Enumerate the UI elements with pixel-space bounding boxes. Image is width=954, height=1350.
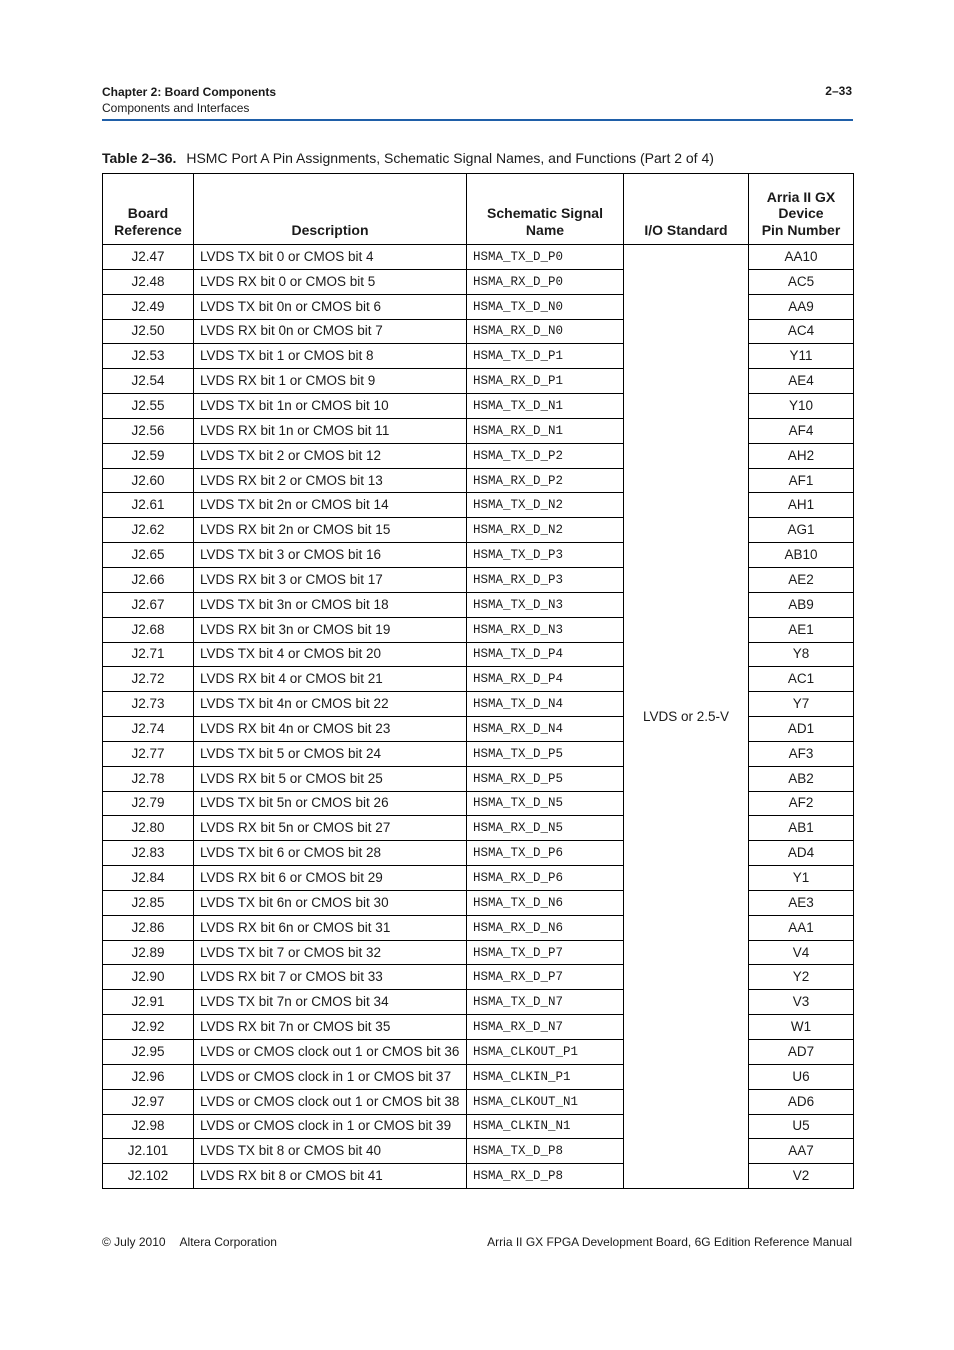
description-cell: LVDS or CMOS clock in 1 or CMOS bit 37 [194,1064,467,1089]
board-reference-cell: J2.79 [103,791,194,816]
board-reference-cell: J2.67 [103,592,194,617]
board-reference-cell: J2.96 [103,1064,194,1089]
pin-number-cell: U6 [749,1064,854,1089]
running-header [102,84,276,116]
board-reference-cell: J2.85 [103,890,194,915]
pin-number-cell: AH2 [749,443,854,468]
board-reference-cell: J2.65 [103,543,194,568]
description-cell: LVDS TX bit 1 or CMOS bit 8 [194,344,467,369]
signal-name-cell: HSMA_TX_D_P1 [467,344,624,369]
pin-number-cell: AE1 [749,617,854,642]
signal-name-cell: HSMA_RX_D_N6 [467,915,624,940]
column-header-description: Description [194,174,467,245]
pin-assignment-table [102,173,854,1189]
pin-number-cell: V3 [749,990,854,1015]
board-reference-cell: J2.77 [103,741,194,766]
description-cell: LVDS RX bit 6 or CMOS bit 29 [194,866,467,891]
description-cell: LVDS TX bit 1n or CMOS bit 10 [194,394,467,419]
signal-name-cell: HSMA_RX_D_P7 [467,965,624,990]
description-cell: LVDS RX bit 7 or CMOS bit 33 [194,965,467,990]
description-cell: LVDS RX bit 7n or CMOS bit 35 [194,1015,467,1040]
description-cell: LVDS RX bit 4n or CMOS bit 23 [194,717,467,742]
pin-number-cell: AE3 [749,890,854,915]
signal-name-cell: HSMA_RX_D_N0 [467,319,624,344]
pin-number-cell: AC5 [749,269,854,294]
pin-number-cell: AF4 [749,418,854,443]
description-cell: LVDS or CMOS clock in 1 or CMOS bit 39 [194,1114,467,1139]
io-standard-cell: LVDS or 2.5-V [624,245,749,1189]
board-reference-cell: J2.50 [103,319,194,344]
description-cell: LVDS TX bit 2n or CMOS bit 14 [194,493,467,518]
board-reference-cell: J2.60 [103,468,194,493]
pin-number-cell: U5 [749,1114,854,1139]
description-cell: LVDS TX bit 4 or CMOS bit 20 [194,642,467,667]
board-reference-cell: J2.95 [103,1040,194,1065]
signal-name-cell: HSMA_TX_D_N0 [467,294,624,319]
description-cell: LVDS TX bit 5 or CMOS bit 24 [194,741,467,766]
pin-number-cell: AC4 [749,319,854,344]
signal-name-cell: HSMA_CLKOUT_P1 [467,1040,624,1065]
table-header-row [103,174,854,245]
signal-name-cell: HSMA_RX_D_N4 [467,717,624,742]
pin-number-cell: AA1 [749,915,854,940]
signal-name-cell: HSMA_RX_D_P4 [467,667,624,692]
signal-name-cell: HSMA_RX_D_P8 [467,1164,624,1189]
signal-name-cell: HSMA_TX_D_P4 [467,642,624,667]
table-caption [102,150,714,166]
description-cell: LVDS TX bit 0n or CMOS bit 6 [194,294,467,319]
board-reference-cell: J2.90 [103,965,194,990]
pin-number-cell: AA7 [749,1139,854,1164]
description-cell: LVDS TX bit 3n or CMOS bit 18 [194,592,467,617]
description-cell: LVDS TX bit 2 or CMOS bit 12 [194,443,467,468]
pin-number-cell: AE4 [749,369,854,394]
signal-name-cell: HSMA_TX_D_N4 [467,692,624,717]
page-number: 2–33 [825,84,852,98]
description-cell: LVDS RX bit 0 or CMOS bit 5 [194,269,467,294]
description-cell: LVDS RX bit 1n or CMOS bit 11 [194,418,467,443]
description-cell: LVDS RX bit 6n or CMOS bit 31 [194,915,467,940]
description-cell: LVDS TX bit 6n or CMOS bit 30 [194,890,467,915]
board-reference-cell: J2.48 [103,269,194,294]
column-header-board-reference: Board Reference [103,174,194,245]
description-cell: LVDS RX bit 0n or CMOS bit 7 [194,319,467,344]
board-reference-cell: J2.83 [103,841,194,866]
board-reference-cell: J2.78 [103,766,194,791]
board-reference-cell: J2.54 [103,369,194,394]
pin-number-cell: Y1 [749,866,854,891]
board-reference-cell: J2.80 [103,816,194,841]
pin-number-cell: AF3 [749,741,854,766]
table-caption-text: HSMC Port A Pin Assignments, Schematic Signal Names, and Functions (Part 2 of 4) [186,150,714,166]
signal-name-cell: HSMA_RX_D_N3 [467,617,624,642]
description-cell: LVDS TX bit 5n or CMOS bit 26 [194,791,467,816]
description-cell: LVDS RX bit 4 or CMOS bit 21 [194,667,467,692]
board-reference-cell: J2.102 [103,1164,194,1189]
description-cell: LVDS TX bit 4n or CMOS bit 22 [194,692,467,717]
table-body [103,245,854,1189]
description-cell: LVDS RX bit 3 or CMOS bit 17 [194,567,467,592]
signal-name-cell: HSMA_RX_D_N1 [467,418,624,443]
board-reference-cell: J2.55 [103,394,194,419]
signal-name-cell: HSMA_RX_D_P3 [467,567,624,592]
description-cell: LVDS RX bit 3n or CMOS bit 19 [194,617,467,642]
board-reference-cell: J2.66 [103,567,194,592]
signal-name-cell: HSMA_RX_D_P0 [467,269,624,294]
signal-name-cell: HSMA_TX_D_N3 [467,592,624,617]
footer-company: Altera Corporation [179,1235,277,1249]
column-header-io-standard: I/O Standard [624,174,749,245]
pin-number-cell: Y8 [749,642,854,667]
description-cell: LVDS TX bit 0 or CMOS bit 4 [194,245,467,270]
board-reference-cell: J2.47 [103,245,194,270]
signal-name-cell: HSMA_TX_D_P0 [467,245,624,270]
table-caption-label: Table 2–36. [102,150,177,166]
board-reference-cell: J2.56 [103,418,194,443]
signal-name-cell: HSMA_CLKIN_N1 [467,1114,624,1139]
footer-date: © July 2010 [102,1235,166,1249]
board-reference-cell: J2.101 [103,1139,194,1164]
signal-name-cell: HSMA_TX_D_P6 [467,841,624,866]
board-reference-cell: J2.53 [103,344,194,369]
header-rule [102,119,853,121]
pin-number-cell: AH1 [749,493,854,518]
signal-name-cell: HSMA_RX_D_P2 [467,468,624,493]
pin-number-cell: AB9 [749,592,854,617]
description-cell: LVDS or CMOS clock out 1 or CMOS bit 38 [194,1089,467,1114]
board-reference-cell: J2.86 [103,915,194,940]
signal-name-cell: HSMA_RX_D_P1 [467,369,624,394]
table-row [103,245,854,270]
signal-name-cell: HSMA_TX_D_N1 [467,394,624,419]
pin-number-cell: AC1 [749,667,854,692]
pin-number-cell: AG1 [749,518,854,543]
pin-number-cell: AE2 [749,567,854,592]
column-header-signal-name: Schematic Signal Name [467,174,624,245]
pin-number-cell: AD1 [749,717,854,742]
signal-name-cell: HSMA_RX_D_N7 [467,1015,624,1040]
pin-number-cell: AD7 [749,1040,854,1065]
pin-number-cell: Y7 [749,692,854,717]
footer-manual-title: Arria II GX FPGA Development Board, 6G Edition Reference Manual [487,1235,852,1249]
signal-name-cell: HSMA_TX_D_N6 [467,890,624,915]
board-reference-cell: J2.49 [103,294,194,319]
pin-number-cell: AB2 [749,766,854,791]
board-reference-cell: J2.71 [103,642,194,667]
signal-name-cell: HSMA_TX_D_N5 [467,791,624,816]
pin-number-cell: Y10 [749,394,854,419]
board-reference-cell: J2.92 [103,1015,194,1040]
description-cell: LVDS RX bit 5n or CMOS bit 27 [194,816,467,841]
board-reference-cell: J2.61 [103,493,194,518]
board-reference-cell: J2.97 [103,1089,194,1114]
pin-number-cell: AF2 [749,791,854,816]
pin-number-cell: AA10 [749,245,854,270]
column-header-pin-number: Arria II GX Device Pin Number [749,174,854,245]
pin-number-cell: Y2 [749,965,854,990]
signal-name-cell: HSMA_TX_D_P8 [467,1139,624,1164]
description-cell: LVDS RX bit 1 or CMOS bit 9 [194,369,467,394]
signal-name-cell: HSMA_CLKIN_P1 [467,1064,624,1089]
signal-name-cell: HSMA_RX_D_N5 [467,816,624,841]
signal-name-cell: HSMA_TX_D_N2 [467,493,624,518]
signal-name-cell: HSMA_RX_D_N2 [467,518,624,543]
description-cell: LVDS or CMOS clock out 1 or CMOS bit 36 [194,1040,467,1065]
pin-number-cell: AB1 [749,816,854,841]
board-reference-cell: J2.68 [103,617,194,642]
board-reference-cell: J2.89 [103,940,194,965]
description-cell: LVDS TX bit 7n or CMOS bit 34 [194,990,467,1015]
description-cell: LVDS RX bit 2n or CMOS bit 15 [194,518,467,543]
board-reference-cell: J2.84 [103,866,194,891]
footer-copyright [102,1235,277,1249]
description-cell: LVDS RX bit 2 or CMOS bit 13 [194,468,467,493]
pin-number-cell: AA9 [749,294,854,319]
board-reference-cell: J2.73 [103,692,194,717]
description-cell: LVDS TX bit 6 or CMOS bit 28 [194,841,467,866]
section-title: Components and Interfaces [102,101,250,115]
signal-name-cell: HSMA_TX_D_P5 [467,741,624,766]
pin-number-cell: V2 [749,1164,854,1189]
board-reference-cell: J2.72 [103,667,194,692]
signal-name-cell: HSMA_TX_D_P3 [467,543,624,568]
pin-number-cell: V4 [749,940,854,965]
pin-number-cell: AF1 [749,468,854,493]
chapter-title: Chapter 2: Board Components [102,85,277,99]
description-cell: LVDS RX bit 8 or CMOS bit 41 [194,1164,467,1189]
signal-name-cell: HSMA_TX_D_P2 [467,443,624,468]
pin-number-cell: Y11 [749,344,854,369]
board-reference-cell: J2.98 [103,1114,194,1139]
board-reference-cell: J2.62 [103,518,194,543]
description-cell: LVDS TX bit 3 or CMOS bit 16 [194,543,467,568]
signal-name-cell: HSMA_TX_D_N7 [467,990,624,1015]
board-reference-cell: J2.74 [103,717,194,742]
signal-name-cell: HSMA_CLKOUT_N1 [467,1089,624,1114]
description-cell: LVDS RX bit 5 or CMOS bit 25 [194,766,467,791]
description-cell: LVDS TX bit 7 or CMOS bit 32 [194,940,467,965]
pin-number-cell: AD4 [749,841,854,866]
pin-number-cell: W1 [749,1015,854,1040]
board-reference-cell: J2.91 [103,990,194,1015]
board-reference-cell: J2.59 [103,443,194,468]
pin-number-cell: AB10 [749,543,854,568]
signal-name-cell: HSMA_RX_D_P6 [467,866,624,891]
signal-name-cell: HSMA_RX_D_P5 [467,766,624,791]
pin-number-cell: AD6 [749,1089,854,1114]
signal-name-cell: HSMA_TX_D_P7 [467,940,624,965]
description-cell: LVDS TX bit 8 or CMOS bit 40 [194,1139,467,1164]
